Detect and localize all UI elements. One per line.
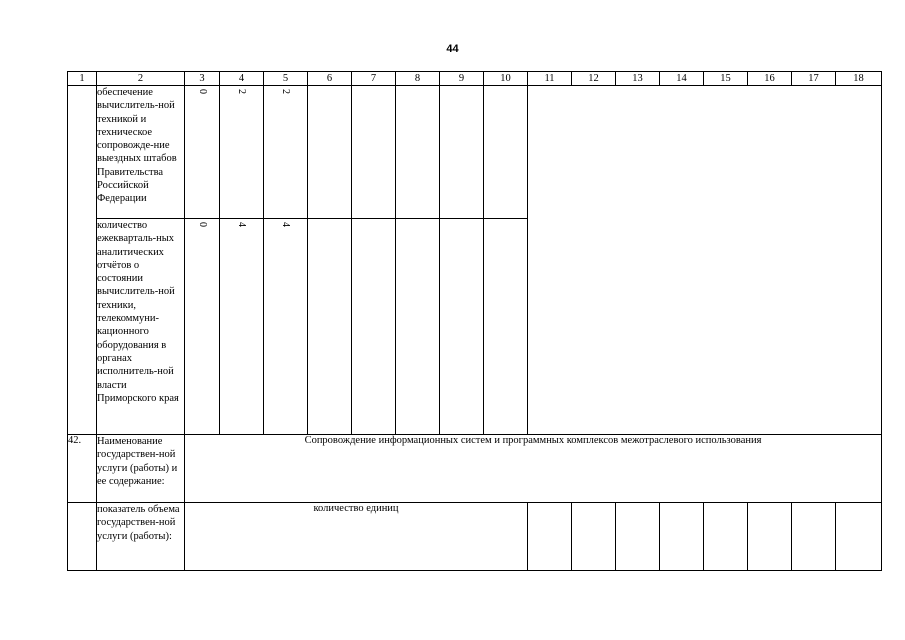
empty-cell: [660, 503, 704, 571]
col-header: 17: [792, 72, 836, 86]
col-header: 12: [572, 72, 616, 86]
col-header: 2: [97, 72, 185, 86]
col-header: 7: [352, 72, 396, 86]
index-cell: [68, 503, 97, 571]
empty-cell: [704, 503, 748, 571]
value-cell: 0: [185, 219, 220, 435]
empty-merged-cell: [528, 86, 882, 435]
col-header: 11: [528, 72, 572, 86]
col-header: 1: [68, 72, 97, 86]
col-header: 15: [704, 72, 748, 86]
value-cell: 2: [264, 86, 308, 219]
col-header: 4: [220, 72, 264, 86]
empty-cell: [616, 503, 660, 571]
table-row: [68, 435, 882, 503]
col-header: 13: [616, 72, 660, 86]
unit-content: количество единиц: [185, 503, 528, 571]
value-cell: 2: [220, 86, 264, 219]
empty-cell: [308, 219, 352, 435]
empty-cell: [440, 219, 484, 435]
index-cell: [68, 86, 97, 435]
header-row: [68, 72, 882, 86]
empty-cell: [528, 503, 572, 571]
empty-cell: [308, 86, 352, 219]
table-row: [68, 503, 882, 571]
page-number: 44: [446, 43, 459, 55]
index-cell: 42.: [68, 435, 97, 503]
service-content: Сопровождение информационных систем и программных комплексов межотраслевого использования: [185, 435, 882, 503]
col-header: 14: [660, 72, 704, 86]
service-label: Наименование государствен-ной услуги (работы) и ее содержание:: [97, 435, 185, 503]
col-header: 16: [748, 72, 792, 86]
empty-cell: [440, 86, 484, 219]
empty-cell: [792, 503, 836, 571]
col-header: 9: [440, 72, 484, 86]
empty-cell: [352, 219, 396, 435]
empty-cell: [748, 503, 792, 571]
empty-cell: [484, 86, 528, 219]
empty-cell: [572, 503, 616, 571]
col-header: 10: [484, 72, 528, 86]
value-cell: 0: [185, 86, 220, 219]
col-header: 18: [836, 72, 882, 86]
col-header: 6: [308, 72, 352, 86]
col-header: 3: [185, 72, 220, 86]
indicator-label: показатель объема государствен-ной услуги (работы):: [97, 503, 185, 571]
empty-cell: [396, 86, 440, 219]
empty-cell: [836, 503, 882, 571]
indicator-label: количество ежекварталь-ных аналитических отчётов о состоянии вычислитель-ной техники, телекоммуни-кационного оборудования в органах исполнитель-ной власти Приморского края: [97, 219, 185, 435]
value-cell: 4: [264, 219, 308, 435]
col-header: 5: [264, 72, 308, 86]
col-header: 8: [396, 72, 440, 86]
table-row: [68, 86, 882, 219]
empty-cell: [396, 219, 440, 435]
indicator-label: обеспечение вычислитель-ной техникой и техническое сопровожде-ние выездных штабов Правительства Российской Федерации: [97, 86, 185, 219]
data-table: [67, 71, 882, 571]
empty-cell: [352, 86, 396, 219]
value-cell: 4: [220, 219, 264, 435]
empty-cell: [484, 219, 528, 435]
